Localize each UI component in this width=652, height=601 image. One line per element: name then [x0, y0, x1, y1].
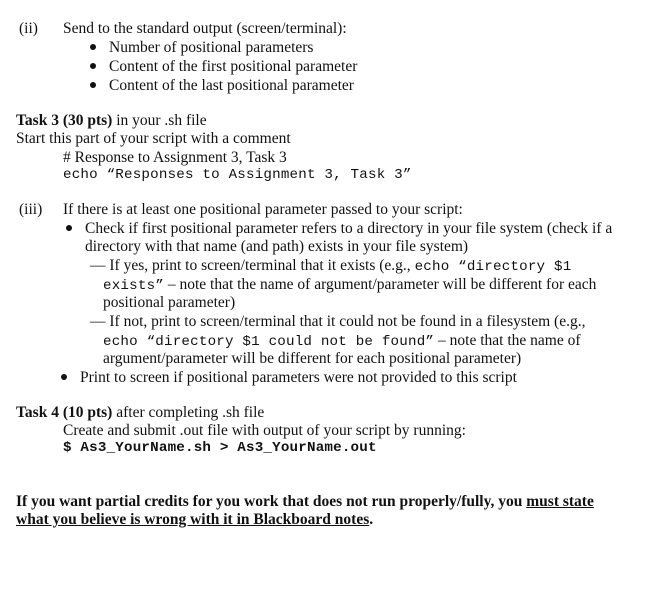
partial-credit-note-text: If you want partial credits for you work that does not run properly/fully, you [16, 493, 527, 510]
partial-credit-note-period: . [369, 511, 374, 528]
if-not-code: echo “directory $1 could not be found” [103, 334, 435, 350]
section-ii-bullet-3: Content of the last positional parameter [109, 77, 354, 94]
task3-instruction: Start this part of your script with a comment [16, 130, 291, 147]
task3-heading-rest: in your .sh file [112, 112, 207, 129]
if-yes-line-1 [90, 256, 571, 277]
task4-heading [16, 403, 264, 422]
bullet-icon [90, 82, 96, 88]
section-ii-intro: Send to the standard output (screen/terminal): [63, 20, 347, 37]
if-yes-text: — If yes, print to screen/terminal that it exists (e.g., [90, 257, 415, 274]
task3-echo-code: echo “Responses to Assignment 3, Task 3” [63, 167, 412, 183]
if-not-line-3: argument/parameter will be different for each positional parameter) [103, 350, 522, 367]
task3-heading [16, 111, 207, 130]
partial-credit-note-line-2 [16, 510, 373, 529]
section-iii-bullet-1-line-2: directory with that name (and path) exists in your file system) [85, 238, 469, 255]
partial-credit-note-underlined-1: must state [526, 493, 594, 510]
if-not-note: – note that the name of [434, 332, 581, 349]
if-yes-code-2: exists” [103, 278, 164, 294]
task4-heading-bold: Task 4 (10 pts) [16, 404, 113, 421]
section-iii-label: (iii) [19, 201, 43, 218]
bullet-icon [61, 374, 67, 380]
section-ii-label: (ii) [19, 20, 38, 37]
section-iii-bullet-1-line-1: Check if first positional parameter refers to a directory in your file system (check if a [85, 220, 613, 237]
task4-heading-rest: after completing .sh file [112, 404, 265, 421]
bullet-icon [66, 225, 72, 231]
section-iii-bullet-2: Print to screen if positional parameters were not provided to this script [80, 369, 517, 386]
if-yes-line-3: positional parameter) [103, 294, 236, 311]
bullet-icon [90, 63, 96, 69]
task3-heading-bold: Task 3 (30 pts) [16, 112, 113, 129]
section-ii-bullet-2: Content of the first positional parameter [109, 58, 358, 75]
section-iii-intro: If there is at least one positional parameter passed to your script: [63, 201, 463, 218]
task4-instruction: Create and submit .out file with output of your script by running: [63, 422, 466, 439]
section-ii-bullet-1: Number of positional parameters [109, 39, 314, 56]
bullet-icon [90, 44, 96, 50]
if-yes-note: – note that the name of argument/parameter will be different for each [164, 276, 597, 293]
partial-credit-note-line-1 [16, 492, 594, 511]
if-not-line-1: — If not, print to screen/terminal that it could not be found in a filesystem (e.g., [90, 313, 586, 330]
task3-comment: # Response to Assignment 3, Task 3 [63, 149, 287, 166]
partial-credit-note-underlined-2: what you believe is wrong with it in Blackboard notes [16, 511, 370, 528]
if-yes-code-1: echo “directory $1 [414, 259, 572, 275]
task4-command: $ As3_YourName.sh > As3_YourName.out [63, 440, 377, 456]
